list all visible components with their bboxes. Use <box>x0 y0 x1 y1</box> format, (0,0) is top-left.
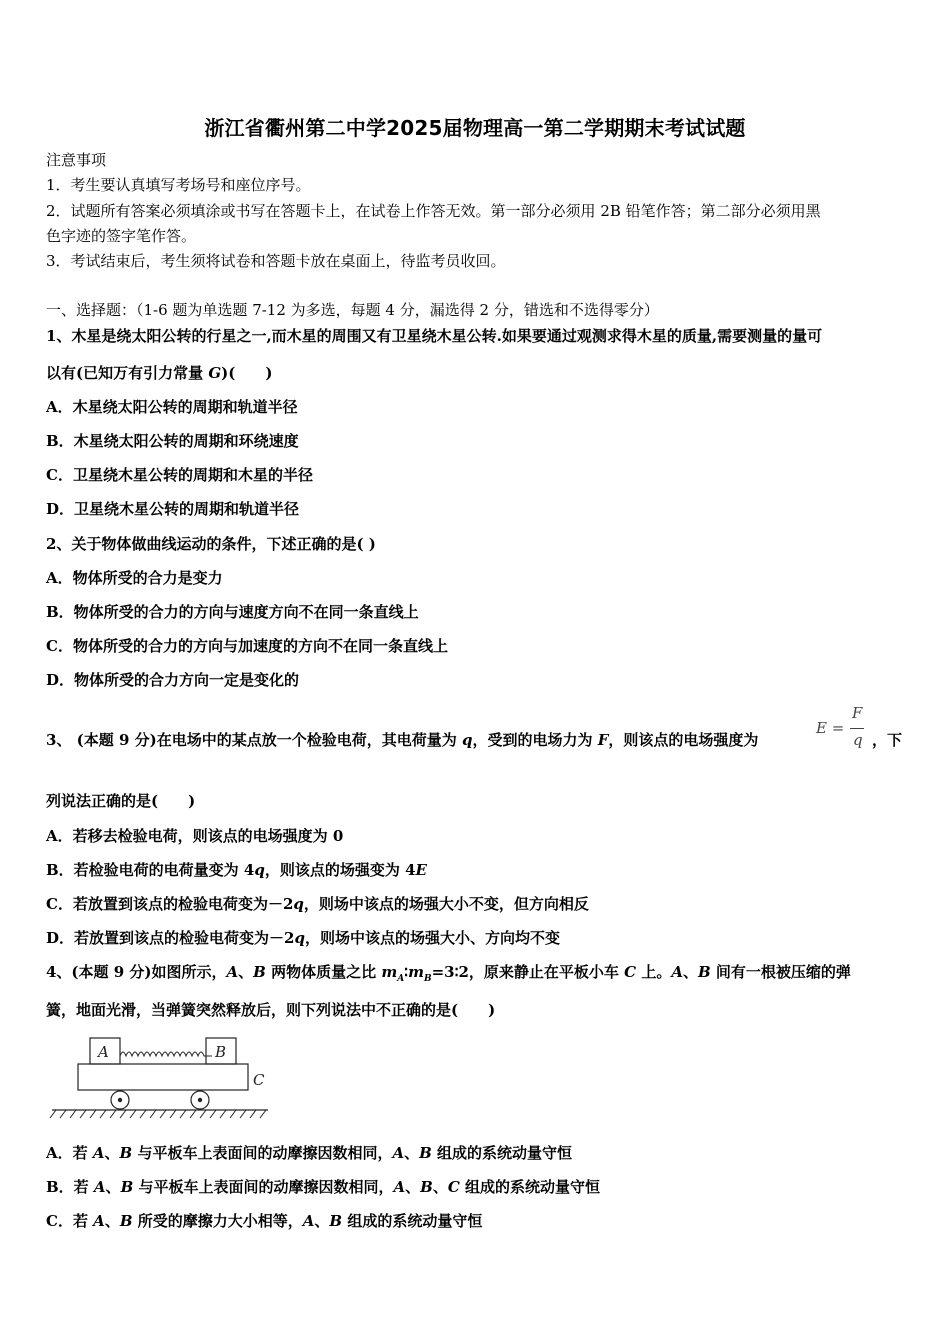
q1-stem-line1: 1、木星是绕太阳公转的行星之一,而木星的周围又有卫星绕木星公转.如果要通过观测求得木星的质量,需要测量的量可 <box>46 327 823 345</box>
formula-denominator: q <box>853 731 863 749</box>
label-a: A <box>98 1043 109 1061</box>
page-title: 浙江省衢州第二中学2025届物理高一第二学期期末考试试题 <box>204 116 746 140</box>
notice-item-1: 1．考生要认真填写考场号和座位序号。 <box>46 176 311 194</box>
notice-item-2: 2．试题所有答案必须填涂或书写在答题卡上，在试卷上作答无效。第一部分必须用 2B 铅笔作答；第二部分必须用黑 <box>46 202 821 220</box>
formula-lhs: E = <box>816 719 845 737</box>
q4-stem-line1: 4、(本题 9 分)如图所示，A、B 两物体质量之比 $m_A∶m_B=3∶2$，原来静止在平板小车 C 上。A、B 间有一根被压缩的弹 <box>46 963 851 984</box>
q3-option-a: A．若移去检验电荷，则该点的电场强度为 0 <box>46 827 344 845</box>
q4-option-a: A．若 A、B 与平板车上表面间的动摩擦因数相同，A、B 组成的系统动量守恒 <box>46 1144 573 1162</box>
label-b: B <box>215 1043 227 1061</box>
q4-option-b: B．若 A、B 与平板车上表面间的动摩擦因数相同，A、B、C 组成的系统动量守恒 <box>46 1178 601 1196</box>
q1-option-c: C．卫星绕木星公转的周期和木星的半径 <box>46 466 313 484</box>
cart-spring-figure <box>46 1030 276 1129</box>
notice-item-2-cont: 色字迹的签字笔作答。 <box>46 227 197 245</box>
notice-item-3: 3．考试结束后，考生须将试卷和答题卡放在桌面上，待监考员收回。 <box>46 252 506 270</box>
q4-stem-line2: 簧，地面光滑，当弹簧突然释放后，则下列说法中不正确的是( ) <box>46 1001 496 1019</box>
q3-stem-line2: 列说法正确的是( ) <box>46 792 196 810</box>
section-heading: 一、选择题：（1-6 题为单选题 7-12 为多选，每题 4 分，漏选得 2 分，错选和不选得零分） <box>46 301 659 319</box>
formula-numerator: F <box>852 704 863 722</box>
q2-option-d: D．物体所受的合力方向一定是变化的 <box>46 671 300 689</box>
q3-stem-line1: 3、 (本题 9 分)在电场中的某点放一个检验电荷，其电荷量为 q，受到的电场力为 F，则该点的电场强度为 <box>46 731 759 749</box>
q3-formula <box>814 704 874 756</box>
q1-option-d: D．卫星绕木星公转的周期和轨道半径 <box>46 500 300 518</box>
fraction-bar <box>850 728 864 729</box>
q1-stem-line2: 以有(已知万有引力常量 G)( ) <box>46 364 273 382</box>
q2-option-b: B．物体所受的合力的方向与速度方向不在同一条直线上 <box>46 603 419 621</box>
q2-stem: 2、关于物体做曲线运动的条件，下述正确的是( ) <box>46 535 376 553</box>
q4-option-c: C．若 A、B 所受的摩擦力大小相等，A、B 组成的系统动量守恒 <box>46 1212 483 1230</box>
q3-option-d: D．若放置到该点的检验电荷变为－2q，则场中该点的场强大小、方向均不变 <box>46 929 560 947</box>
q1-option-a: A．木星绕太阳公转的周期和轨道半径 <box>46 398 298 416</box>
q3-stem-tail: ，下 <box>872 731 903 749</box>
q2-option-c: C．物体所受的合力的方向与加速度的方向不在同一条直线上 <box>46 637 448 655</box>
spring <box>120 1052 212 1056</box>
q3-option-c: C．若放置到该点的检验电荷变为－2q，则场中该点的场强大小不变，但方向相反 <box>46 895 589 913</box>
label-c: C <box>253 1071 265 1089</box>
q3-option-b: B．若检验电荷的电荷量变为 4q，则该点的场强变为 4E <box>46 861 427 879</box>
q2-option-a: A．物体所受的合力是变力 <box>46 569 223 587</box>
notice-heading: 注意事项 <box>46 151 107 169</box>
ground-hatch <box>50 1110 266 1118</box>
q1-option-b: B．木星绕太阳公转的周期和环绕速度 <box>46 432 299 450</box>
cart-c <box>78 1064 248 1090</box>
